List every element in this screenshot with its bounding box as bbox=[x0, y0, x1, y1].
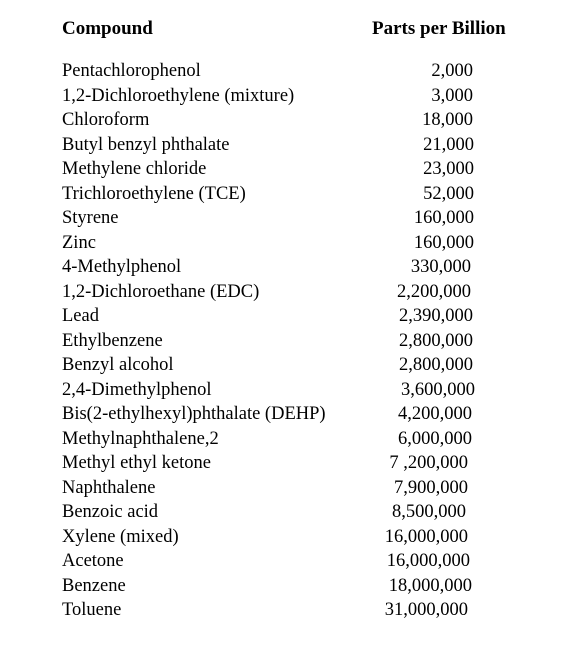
compound-name: Benzoic acid bbox=[62, 502, 159, 522]
table-row bbox=[0, 157, 575, 182]
compound-name: Ethylbenzene bbox=[62, 330, 163, 351]
ppb-value: 16,000,000 bbox=[386, 551, 470, 571]
ppb-value: 52,000 bbox=[423, 183, 474, 204]
table-row bbox=[0, 329, 575, 354]
compound-name: Acetone bbox=[62, 551, 124, 571]
compound-name: Methyl ethyl ketone bbox=[62, 453, 211, 473]
compound-name: 1,2-Dichloroethane (EDC) bbox=[62, 281, 260, 302]
table-row bbox=[0, 133, 575, 158]
ppb-value: 18,000,000 bbox=[388, 575, 472, 596]
ppb-value: 4,200,000 bbox=[398, 404, 472, 424]
ppb-value: 3,000 bbox=[431, 85, 473, 106]
compound-name: Pentachlorophenol bbox=[62, 61, 201, 81]
table-row bbox=[0, 231, 575, 256]
table-row bbox=[0, 451, 575, 476]
ppb-value: 2,800,000 bbox=[399, 330, 473, 351]
table-row bbox=[0, 353, 575, 378]
ppb-value: 21,000 bbox=[423, 134, 474, 155]
compound-name: 1,2-Dichloroethylene (mixture) bbox=[62, 85, 295, 106]
table-row bbox=[0, 500, 575, 525]
header-parts-per-billion: Parts per Billion bbox=[372, 18, 506, 39]
table-row bbox=[0, 108, 575, 133]
ppb-value: 7 ,200,000 bbox=[389, 453, 468, 473]
ppb-value: 18,000 bbox=[422, 110, 473, 130]
compound-name: Butyl benzyl phthalate bbox=[62, 134, 230, 155]
table-row bbox=[0, 280, 575, 305]
table-row bbox=[0, 476, 575, 501]
compound-name: 4-Methylphenol bbox=[62, 257, 182, 277]
ppb-value: 2,200,000 bbox=[397, 281, 471, 302]
table-row bbox=[0, 206, 575, 231]
compound-name: Bis(2-ethylhexyl)phthalate (DEHP) bbox=[62, 404, 326, 424]
ppb-value: 31,000,000 bbox=[384, 600, 468, 620]
compound-name: Benzyl alcohol bbox=[62, 355, 174, 375]
table-row bbox=[0, 304, 575, 329]
ppb-value: 160,000 bbox=[413, 208, 474, 228]
table-row bbox=[0, 402, 575, 427]
table-row bbox=[0, 427, 575, 452]
table-row bbox=[0, 378, 575, 403]
table-row bbox=[0, 84, 575, 109]
table-row bbox=[0, 59, 575, 84]
compound-name: Zinc bbox=[62, 232, 96, 253]
compound-name: Benzene bbox=[62, 575, 126, 596]
ppb-value: 2,390,000 bbox=[399, 306, 473, 326]
compound-name: Xylene (mixed) bbox=[62, 526, 179, 547]
table-row bbox=[0, 255, 575, 280]
ppb-value: 8,500,000 bbox=[392, 502, 466, 522]
compound-name: Styrene bbox=[62, 208, 119, 228]
compound-name: Naphthalene bbox=[62, 477, 156, 498]
compound-table bbox=[0, 59, 575, 623]
compound-name: Methylnaphthalene,2 bbox=[62, 428, 219, 449]
compound-name: Toluene bbox=[62, 600, 122, 620]
ppb-value: 6,000,000 bbox=[398, 428, 472, 449]
table-row bbox=[0, 549, 575, 574]
ppb-value: 3,600,000 bbox=[401, 379, 475, 400]
ppb-value: 23,000 bbox=[423, 159, 474, 179]
compound-name: Chloroform bbox=[62, 110, 150, 130]
compound-name: Methylene chloride bbox=[62, 159, 207, 179]
ppb-value: 2,800,000 bbox=[399, 355, 473, 375]
ppb-value: 16,000,000 bbox=[384, 526, 468, 547]
ppb-value: 7,900,000 bbox=[394, 477, 468, 498]
ppb-value: 2,000 bbox=[431, 61, 473, 81]
ppb-value: 330,000 bbox=[410, 257, 471, 277]
compound-name: Trichloroethylene (TCE) bbox=[62, 183, 246, 204]
table-row bbox=[0, 574, 575, 599]
table-row bbox=[0, 182, 575, 207]
table-row bbox=[0, 598, 575, 623]
compound-name: Lead bbox=[62, 306, 99, 326]
header-compound: Compound bbox=[62, 18, 153, 39]
table-row bbox=[0, 525, 575, 550]
compound-name: 2,4-Dimethylphenol bbox=[62, 379, 212, 400]
ppb-value: 160,000 bbox=[413, 232, 474, 253]
